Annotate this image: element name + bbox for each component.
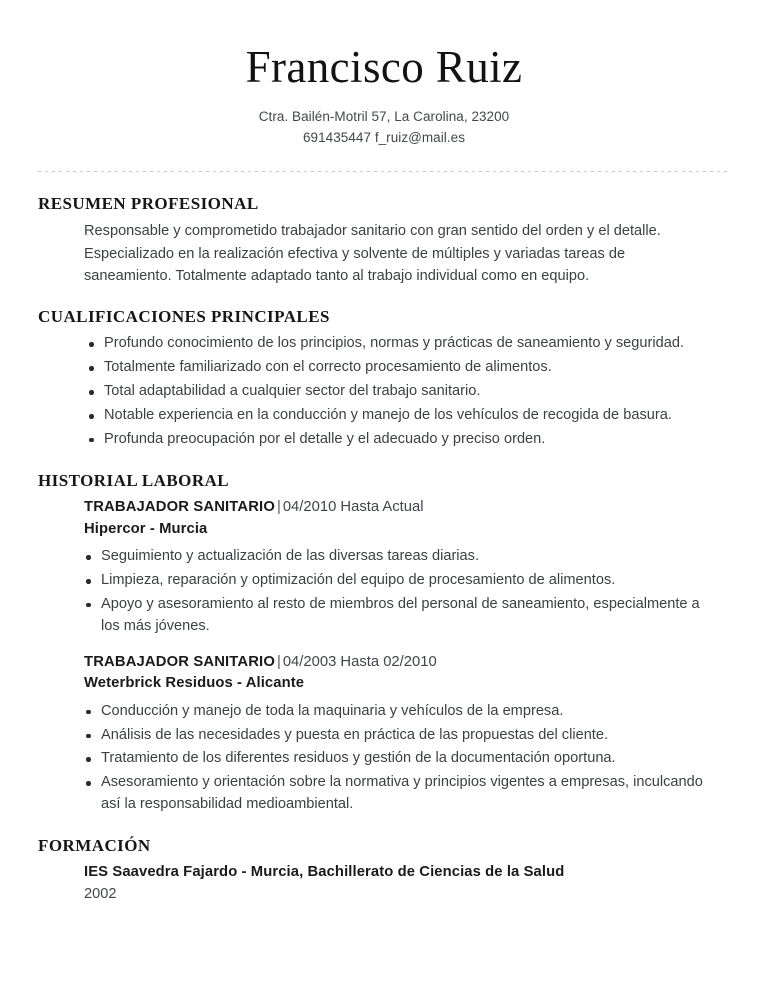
list-item: Asesoramiento y orientación sobre la normativa y principios vigentes a empresas, inculcando así la responsabilidad medioambiental. xyxy=(85,772,713,816)
section-experience xyxy=(38,471,730,816)
qualifications-body xyxy=(38,333,730,450)
section-title-experience: HISTORIAL LABORAL xyxy=(38,470,230,490)
resume-content xyxy=(0,194,768,906)
list-item: Notable experiencia en la conducción y manejo de los vehículos de recogida de basura. xyxy=(88,405,704,427)
job-heading xyxy=(84,652,730,673)
job-separator: | xyxy=(276,653,281,670)
contact-info xyxy=(0,107,768,149)
list-item: Análisis de las necesidades y puesta en práctica de las propuestas del cliente. xyxy=(85,725,713,747)
job-title: TRABAJADOR SANITARIO xyxy=(84,499,275,516)
section-title-qualifications: CUALIFICACIONES PRINCIPALES xyxy=(38,307,330,326)
job-dates: 04/2010 Hasta Actual xyxy=(282,499,424,516)
list-item: Limpieza, reparación y optimización del equipo de procesamiento de alimentos. xyxy=(85,570,713,592)
summary-text: Responsable y comprometido trabajador sanitario con gran sentido del orden y el detalle. Especializado en la realización efectiva y solvente de múltiples y variadas tareas de saneamiento. Totalmente adaptado tanto al trabajo individual como en equipo. xyxy=(84,223,661,284)
section-title-summary: RESUMEN PROFESIONAL xyxy=(38,194,259,214)
section-qualifications xyxy=(38,307,730,451)
section-summary xyxy=(38,194,730,287)
job-dates: 04/2003 Hasta 02/2010 xyxy=(282,653,437,670)
job-employer: Hipercor - Murcia xyxy=(84,520,208,537)
list-item: Profundo conocimiento de los principios, normas y prácticas de saneamiento y seguridad. xyxy=(88,333,704,355)
job-heading xyxy=(84,497,730,518)
header-divider xyxy=(38,171,730,172)
job-entry xyxy=(84,497,730,637)
education-year: 2002 xyxy=(84,885,117,902)
job-responsibilities-list xyxy=(84,701,730,816)
list-item: Profunda preocupación por el detalle y el adecuado y preciso orden. xyxy=(88,429,704,451)
list-item: Seguimiento y actualización de las diversas tareas diarias. xyxy=(85,546,713,568)
contact-phone-email: 691435447 f_ruiz@mail.es xyxy=(303,130,465,146)
list-item: Conducción y manejo de toda la maquinaria y vehículos de la empresa. xyxy=(85,701,713,723)
job-responsibilities-list xyxy=(84,546,730,638)
job-employer: Weterbrick Residuos - Alicante xyxy=(84,675,305,692)
list-item: Apoyo y asesoramiento al resto de miembros del personal de saneamiento, especialmente a los más jóvenes. xyxy=(85,594,713,638)
list-item: Tratamiento de los diferentes residuos y gestión de la documentación oportuna. xyxy=(85,748,713,770)
job-title: TRABAJADOR SANITARIO xyxy=(84,653,275,670)
section-title-education: FORMACIÓN xyxy=(38,836,151,856)
list-item: Total adaptabilidad a cualquier sector del trabajo sanitario. xyxy=(88,381,704,403)
job-separator: | xyxy=(276,499,281,516)
education-school: IES Saavedra Fajardo - Murcia, Bachillerato de Ciencias de la Salud xyxy=(84,864,565,881)
qualifications-list xyxy=(88,333,730,450)
list-item: Totalmente familiarizado con el correcto procesamiento de alimentos. xyxy=(88,357,704,379)
job-entry xyxy=(84,652,730,816)
section-education xyxy=(38,836,730,906)
education-body xyxy=(38,862,730,905)
resume-header xyxy=(0,0,768,149)
education-entry xyxy=(84,862,730,905)
experience-body xyxy=(38,497,730,816)
contact-address: Ctra. Bailén-Motril 57, La Carolina, 23200 xyxy=(258,109,510,125)
summary-body xyxy=(38,220,730,287)
candidate-name: Francisco Ruiz xyxy=(245,42,523,92)
